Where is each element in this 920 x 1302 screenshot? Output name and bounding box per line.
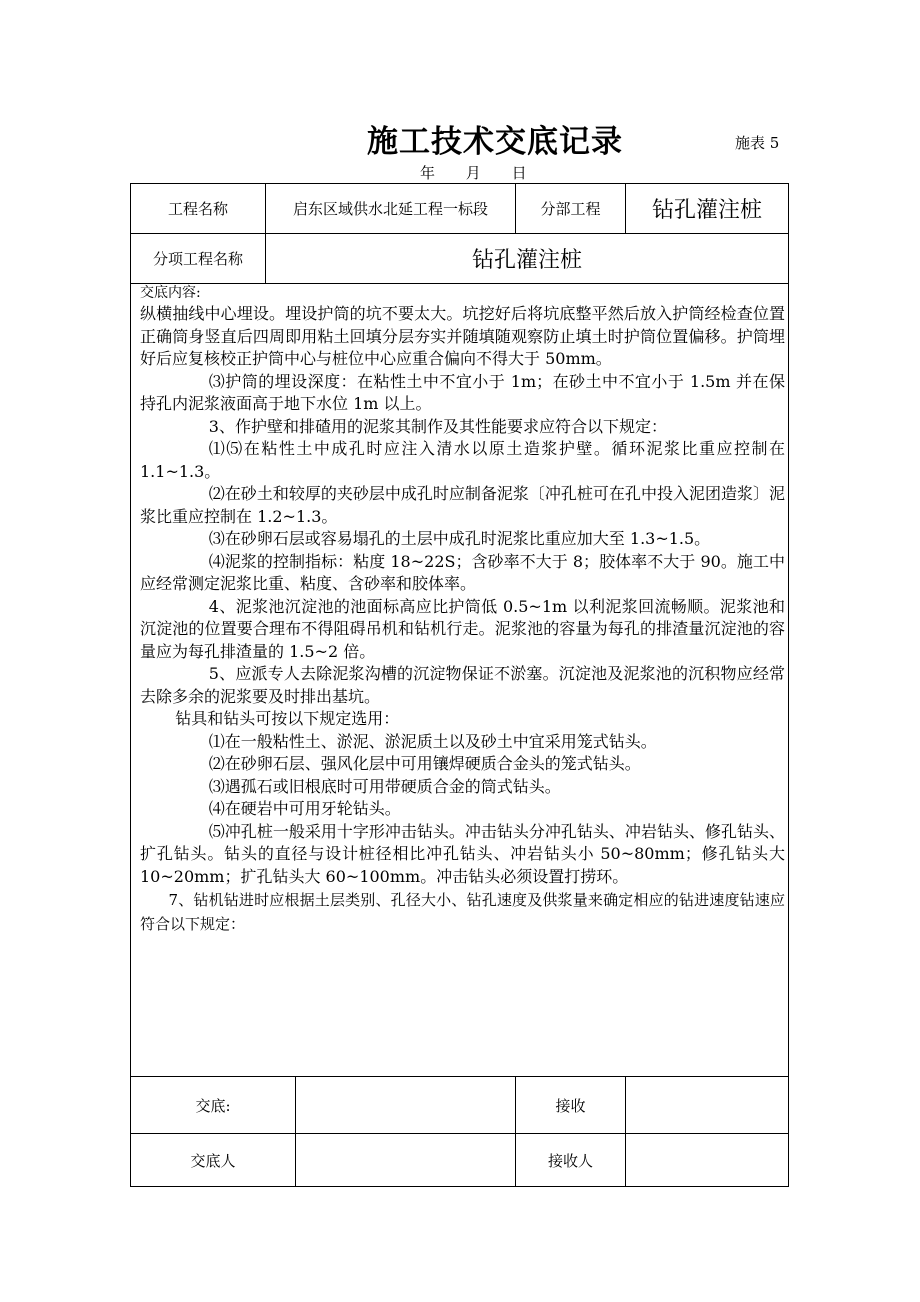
content-paragraph: ⑷在硬岩中可用牙轮钻头。 [208, 799, 401, 818]
content-paragraph: 纵横抽线中心埋设。埋设护筒的坑不要太大。坑挖好后将坑底整平然后放入护筒经检查位置正确筒身竖直后四周即用粘土回填分层夯实并随填随观察防止填土时护筒位置偏移。护筒埋好后应复核校正护筒中心与桩位中心应重合偏向不得大于 50mm。 [140, 304, 785, 368]
content-paragraph: ⑶在砂卵石层或容易塌孔的土层中成孔时泥浆比重应加大至 1.3~1.5。 [208, 529, 711, 548]
content-paragraph: 5、应派专人去除泥浆沟槽的沉淀物保证不淤塞。沉淀池及泥浆池的沉积物应经常去除多余的泥浆要及时排出基坑。 [140, 664, 785, 706]
sub-project-label: 分部工程 [540, 200, 601, 218]
content-paragraph: ⑴⑸在粘性土中成孔时应注入清水以原土造浆护壁。循环泥浆比重应控制在 1.1~1.3。 [140, 439, 785, 481]
content-heading: 交底内容: [140, 285, 201, 301]
receive-person-label: 接收人 [547, 1151, 593, 1170]
sub-project-value: 钻孔灌注桩 [651, 198, 762, 223]
project-name-value: 启东区域供水北延工程一标段 [292, 200, 488, 218]
content-paragraph: 7、钻机钻进时应根据土层类别、孔径大小、钻孔速度及供浆量来确定相应的钻进速度钻速应符合以下规定： [140, 891, 785, 933]
date-line [420, 162, 553, 183]
content-paragraph: ⑸冲孔桩一般采用十字形冲击钻头。冲击钻头分冲孔钻头、冲岩钻头、修孔钻头、扩孔钻头。钻头的直径与设计桩径相比冲孔钻头、冲岩钻头小 50~80mm；修孔钻头大 10~20mm；扩孔钻头大 60~100mm。冲击钻头必须设置打捞环。 [140, 821, 785, 886]
disclosure-content [140, 283, 785, 936]
document-title: 施工技术交底记录 [367, 124, 623, 160]
content-paragraph: 3、作护壁和排碴用的泥浆其制作及其性能要求应符合以下规定： [208, 416, 667, 436]
content-paragraph: ⑶护筒的埋设深度：在粘性土中不宜小于 1m；在砂土中不宜小于 1.5m 并在保持孔内泥浆液面高于地下水位 1m 以上。 [140, 371, 785, 413]
content-paragraph: ⑴在一般粘性土、淤泥、淤泥质土以及砂土中宜采用笼式钻头。 [208, 731, 657, 751]
content-paragraph: ⑵在砂土和较厚的夹砂层中成孔时应制备泥浆〔冲孔桩可在孔中投入泥团造浆〕泥浆比重应控制在 1.2~1.3。 [140, 484, 785, 526]
content-paragraph: 4、泥浆池沉淀池的池面标高应比护筒低 0.5~1m 以利泥浆回流畅顺。泥浆池和沉淀池的位置要合理布不得阻碍吊机和钻机行走。泥浆池的容量为每孔的排渣量沉淀池的容量应为每孔排渣量的 1.5~2 倍。 [140, 596, 785, 661]
content-paragraph: ⑵在砂卵石层、强风化层中可用镶焊硬质合金头的笼式钻头。 [208, 754, 641, 773]
content-paragraph: ⑷泥浆的控制指标：粘度 18~22S；含砂率不大于 8；胶体率不大于 90。施工中应经常测定泥浆比重、粘度、含砂率和胶体率。 [140, 551, 785, 593]
date-day-label: 日 [511, 164, 527, 182]
form-number: 施表 5 [735, 134, 780, 152]
content-paragraph: ⑶遇孤石或旧根底时可用带硬质合金的筒式钻头。 [208, 776, 561, 796]
item-project-label: 分项工程名称 [152, 250, 243, 268]
date-month-label: 月 [465, 164, 481, 182]
handover-signature-field[interactable] [296, 1077, 515, 1133]
receive-label: 接收 [555, 1096, 586, 1115]
project-name-label: 工程名称 [167, 200, 228, 218]
handover-person-field[interactable] [296, 1134, 515, 1186]
receive-person-field[interactable] [626, 1134, 788, 1186]
handover-person-label: 交底人 [190, 1151, 236, 1170]
item-project-value: 钻孔灌注桩 [471, 248, 582, 273]
receive-signature-field[interactable] [626, 1077, 788, 1133]
content-paragraph: 钻具和钻头可按以下规定选用： [175, 709, 400, 728]
handover-label: 交底: [195, 1096, 231, 1115]
date-year-label: 年 [420, 164, 436, 182]
